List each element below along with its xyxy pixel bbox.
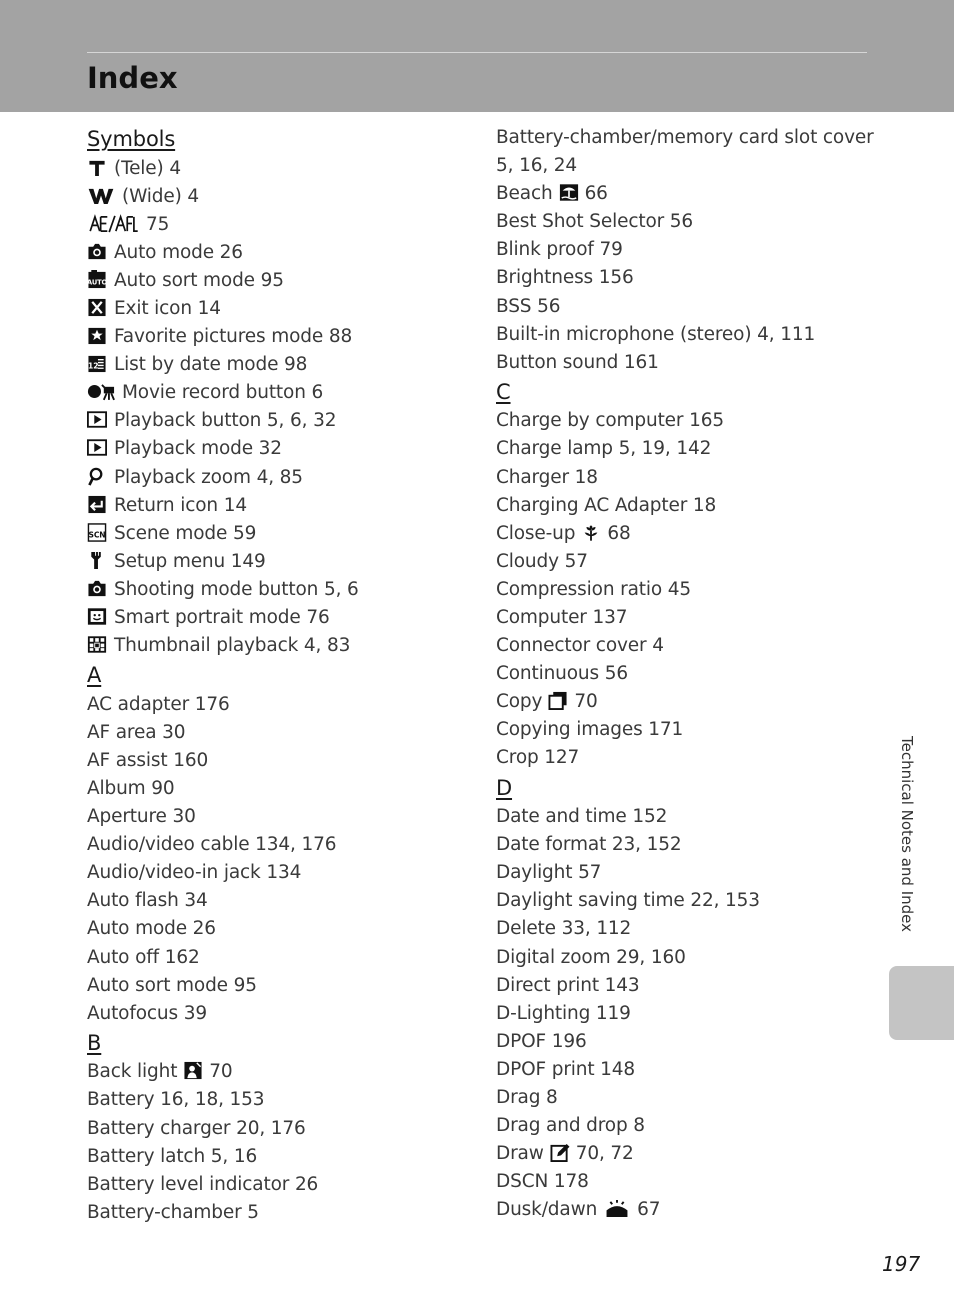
index-entry [87, 464, 477, 492]
index-entry [496, 803, 886, 831]
wrench-icon [87, 551, 107, 570]
zoom-magnifier-icon [87, 467, 107, 486]
index-entry-text: Favorite pictures mode 88 [114, 326, 353, 348]
index-entry-text: Compression ratio 45 [496, 578, 691, 600]
wide-w-icon [87, 186, 115, 205]
scene-icon [87, 523, 107, 542]
index-entry-text: Battery-chamber 5 [87, 1201, 259, 1223]
favorite-star-icon [87, 326, 107, 345]
index-entry [496, 407, 886, 435]
index-entry-text: BSS 56 [496, 295, 561, 317]
index-entry-page: 67 [637, 1199, 661, 1221]
draw-pencil-icon [550, 1143, 570, 1162]
index-entry-page: 70, 72 [575, 1143, 634, 1165]
index-entry-text: D-Lighting 119 [496, 1002, 631, 1024]
index-entry-text: Continuous 56 [496, 663, 628, 685]
index-entry [87, 435, 477, 463]
index-entry-text: AF area 30 [87, 721, 186, 743]
page-header [0, 0, 954, 112]
index-entry-text: Movie record button 6 [122, 382, 324, 404]
index-entry [496, 604, 886, 632]
index-entry-text: Album 90 [87, 777, 175, 799]
index-entry [496, 972, 886, 1000]
index-entry-text: Playback button 5, 6, 32 [114, 410, 337, 432]
index-entry [87, 548, 477, 576]
index-entry [496, 1140, 886, 1168]
index-entry [496, 492, 886, 520]
index-entry-text: Playback zoom 4, 85 [114, 466, 303, 488]
ae-af-lock-icon [87, 214, 139, 233]
index-entry [496, 744, 886, 772]
smart-portrait-icon [87, 607, 107, 626]
index-entry-page: 66 [584, 183, 608, 205]
index-entry [87, 1143, 477, 1171]
index-entry [496, 1168, 886, 1196]
index-entry [87, 239, 477, 267]
index-entry [496, 321, 886, 349]
index-entry [87, 887, 477, 915]
auto-sort-icon [87, 270, 107, 289]
index-entry [87, 183, 477, 211]
section-tab [889, 966, 954, 1040]
index-entry-text: Return icon 14 [114, 494, 247, 516]
playback-icon [87, 438, 107, 457]
index-entry [496, 435, 886, 463]
index-entry [496, 1028, 886, 1056]
index-entry-text: (Wide) 4 [122, 185, 200, 207]
index-entry-text: Built-in microphone (stereo) 4, 111 [496, 323, 816, 345]
index-entry [87, 1171, 477, 1199]
index-entry-text: Battery-chamber/memory card slot cover [496, 127, 874, 148]
index-entry-text: Crop 127 [496, 747, 580, 769]
beach-icon [559, 183, 579, 202]
index-entry-text: Draw [496, 1143, 544, 1165]
index-entry [87, 747, 477, 775]
index-entry-text: Auto mode 26 [114, 241, 243, 263]
index-entry [496, 576, 886, 604]
index-entry [496, 887, 886, 915]
index-entry-text: 5, 16, 24 [496, 155, 578, 177]
index-entry-text: Close-up [496, 522, 576, 544]
index-entry [87, 944, 477, 972]
index-entry-text: Auto sort mode 95 [114, 269, 284, 291]
index-entry [87, 520, 477, 548]
index-entry-text: AF assist 160 [87, 749, 209, 771]
index-entry [87, 323, 477, 351]
close-up-flower-icon [581, 523, 601, 542]
index-entry [87, 915, 477, 943]
index-entry-text: Date format 23, 152 [496, 834, 682, 856]
index-entry [496, 859, 886, 887]
index-entry-text: Battery latch 5, 16 [87, 1145, 258, 1167]
index-entry [87, 155, 477, 183]
index-entry [496, 236, 886, 264]
index-entry-text: Battery level indicator 26 [87, 1173, 319, 1195]
index-entry [496, 688, 886, 716]
index-entry-text: 75 [146, 213, 170, 235]
index-entry [496, 520, 886, 548]
index-entry [87, 492, 477, 520]
index-entry-text: Drag and drop 8 [496, 1115, 645, 1137]
svg-text:SCN: SCN [88, 529, 106, 539]
index-entry [87, 576, 477, 604]
page-number: 197 [882, 1252, 921, 1276]
index-entry-text: Blink proof 79 [496, 239, 623, 261]
copy-icon [548, 691, 568, 710]
index-entry [496, 1000, 886, 1028]
playback-icon [87, 410, 107, 429]
index-entry-text: Charging AC Adapter 18 [496, 494, 717, 516]
index-entry [496, 264, 886, 292]
index-entry [496, 208, 886, 236]
tele-t-icon [87, 158, 107, 177]
index-entry [87, 803, 477, 831]
index-entry-text: Button sound 161 [496, 351, 659, 373]
index-entry [496, 293, 886, 321]
index-entry [496, 660, 886, 688]
index-entry [87, 211, 477, 239]
index-entry [87, 719, 477, 747]
index-entry [87, 407, 477, 435]
index-entry [87, 691, 477, 719]
index-entry-text: Digital zoom 29, 160 [496, 946, 686, 968]
index-entry-text: Shooting mode button 5, 6 [114, 578, 359, 600]
index-entry-text: Delete 33, 112 [496, 918, 632, 940]
index-entry-text: Smart portrait mode 76 [114, 607, 330, 628]
index-letter-heading: Symbols [87, 127, 176, 151]
index-entry-text: Auto off 162 [87, 946, 200, 968]
index-entry [496, 831, 886, 859]
index-entry [496, 124, 886, 152]
index-entry-text: Direct print 143 [496, 974, 640, 996]
page-title: Index [87, 61, 178, 95]
index-entry [87, 267, 477, 295]
index-entry [87, 604, 477, 632]
index-column-right [496, 124, 886, 1224]
movie-record-icon [87, 382, 115, 401]
index-entry-text: Connector cover 4 [496, 635, 664, 657]
index-entry-text: DSCN 178 [496, 1171, 589, 1193]
index-entry [87, 295, 477, 323]
index-entry-text: Battery 16, 18, 153 [87, 1089, 265, 1111]
index-entry [496, 915, 886, 943]
index-entry-text: DPOF print 148 [496, 1058, 636, 1080]
index-entry-text: (Tele) 4 [114, 157, 181, 179]
index-entry [87, 1115, 477, 1143]
backlight-icon [183, 1061, 203, 1080]
index-entry [496, 1084, 886, 1112]
index-entry [87, 1199, 477, 1227]
index-entry [496, 716, 886, 744]
index-entry-text: Charger 18 [496, 466, 598, 488]
index-entry-text: Auto sort mode 95 [87, 974, 257, 996]
index-entry [87, 1000, 477, 1028]
index-entry-text: Beach [496, 183, 553, 205]
section-side-label: Technical Notes and Index [898, 736, 916, 933]
header-rule [87, 52, 867, 53]
camera-icon [87, 579, 107, 598]
index-entry-text: Setup menu 149 [114, 550, 266, 572]
exit-x-icon [87, 298, 107, 317]
index-entry-text: Exit icon 14 [114, 297, 221, 319]
index-letter-heading: D [496, 775, 513, 800]
index-entry-text: Battery charger 20, 176 [87, 1117, 306, 1139]
svg-text:12: 12 [88, 361, 99, 371]
index-entry-page: 68 [607, 522, 631, 544]
index-entry-text: Auto mode 26 [87, 918, 216, 940]
index-entry-text: Aperture 30 [87, 806, 196, 828]
index-entry [87, 859, 477, 887]
index-entry [496, 632, 886, 660]
index-entry-text: Thumbnail playback 4, 83 [114, 635, 351, 657]
index-entry-text: Copy [496, 691, 543, 713]
index-entry [496, 349, 886, 377]
index-entry [87, 1086, 477, 1114]
index-entry-text: AC adapter 176 [87, 693, 230, 715]
index-entry [87, 972, 477, 1000]
index-letter-heading: A [87, 663, 102, 688]
index-entry [87, 831, 477, 859]
index-entry-text: Auto flash 34 [87, 890, 208, 912]
index-entry-text: Drag 8 [496, 1087, 558, 1108]
index-entry-text: Best Shot Selector 56 [496, 211, 694, 233]
svg-text:AUTO: AUTO [87, 278, 107, 287]
index-entry [496, 1112, 886, 1140]
index-entry [87, 351, 477, 379]
index-entry [496, 1056, 886, 1084]
dusk-dawn-icon [603, 1199, 631, 1218]
index-entry [87, 379, 477, 407]
thumbnail-grid-icon [87, 635, 107, 654]
index-entry [87, 632, 477, 660]
index-entry-page: 70 [209, 1061, 233, 1083]
index-entry [87, 775, 477, 803]
index-column-left [87, 124, 477, 1227]
index-entry-text: Computer 137 [496, 607, 628, 628]
index-entry-page: 70 [574, 691, 598, 713]
camera-icon [87, 242, 107, 261]
index-entry [496, 548, 886, 576]
index-entry-text: Brightness 156 [496, 267, 634, 289]
index-entry-text: Date and time 152 [496, 806, 668, 828]
index-entry-text: Autofocus 39 [87, 1002, 207, 1024]
index-entry [496, 464, 886, 492]
index-entry-text: Dusk/dawn [496, 1199, 598, 1221]
index-entry [87, 1058, 477, 1086]
index-entry-text: Charge by computer 165 [496, 410, 724, 432]
index-entry-text: Playback mode 32 [114, 438, 282, 460]
return-icon [87, 495, 107, 514]
index-entry-text: Daylight saving time 22, 153 [496, 890, 760, 912]
index-entry-text: Charge lamp 5, 19, 142 [496, 438, 712, 460]
list-by-date-icon [87, 354, 107, 373]
index-entry-text: Back light [87, 1061, 178, 1083]
index-entry-text: Audio/video-in jack 134 [87, 862, 302, 884]
index-letter-heading: B [87, 1030, 102, 1055]
index-entry [496, 180, 886, 208]
index-entry-text: Cloudy 57 [496, 550, 588, 572]
index-entry-text: Audio/video cable 134, 176 [87, 834, 337, 856]
index-entry-text: DPOF 196 [496, 1030, 587, 1052]
index-letter-heading: C [496, 379, 511, 404]
index-entry [496, 152, 886, 180]
index-entry-text: Daylight 57 [496, 862, 602, 884]
index-entry-text: List by date mode 98 [114, 354, 308, 376]
index-entry [496, 1196, 886, 1224]
index-entry [496, 944, 886, 972]
index-entry-text: Scene mode 59 [114, 522, 257, 544]
index-entry-text: Copying images 171 [496, 719, 684, 741]
